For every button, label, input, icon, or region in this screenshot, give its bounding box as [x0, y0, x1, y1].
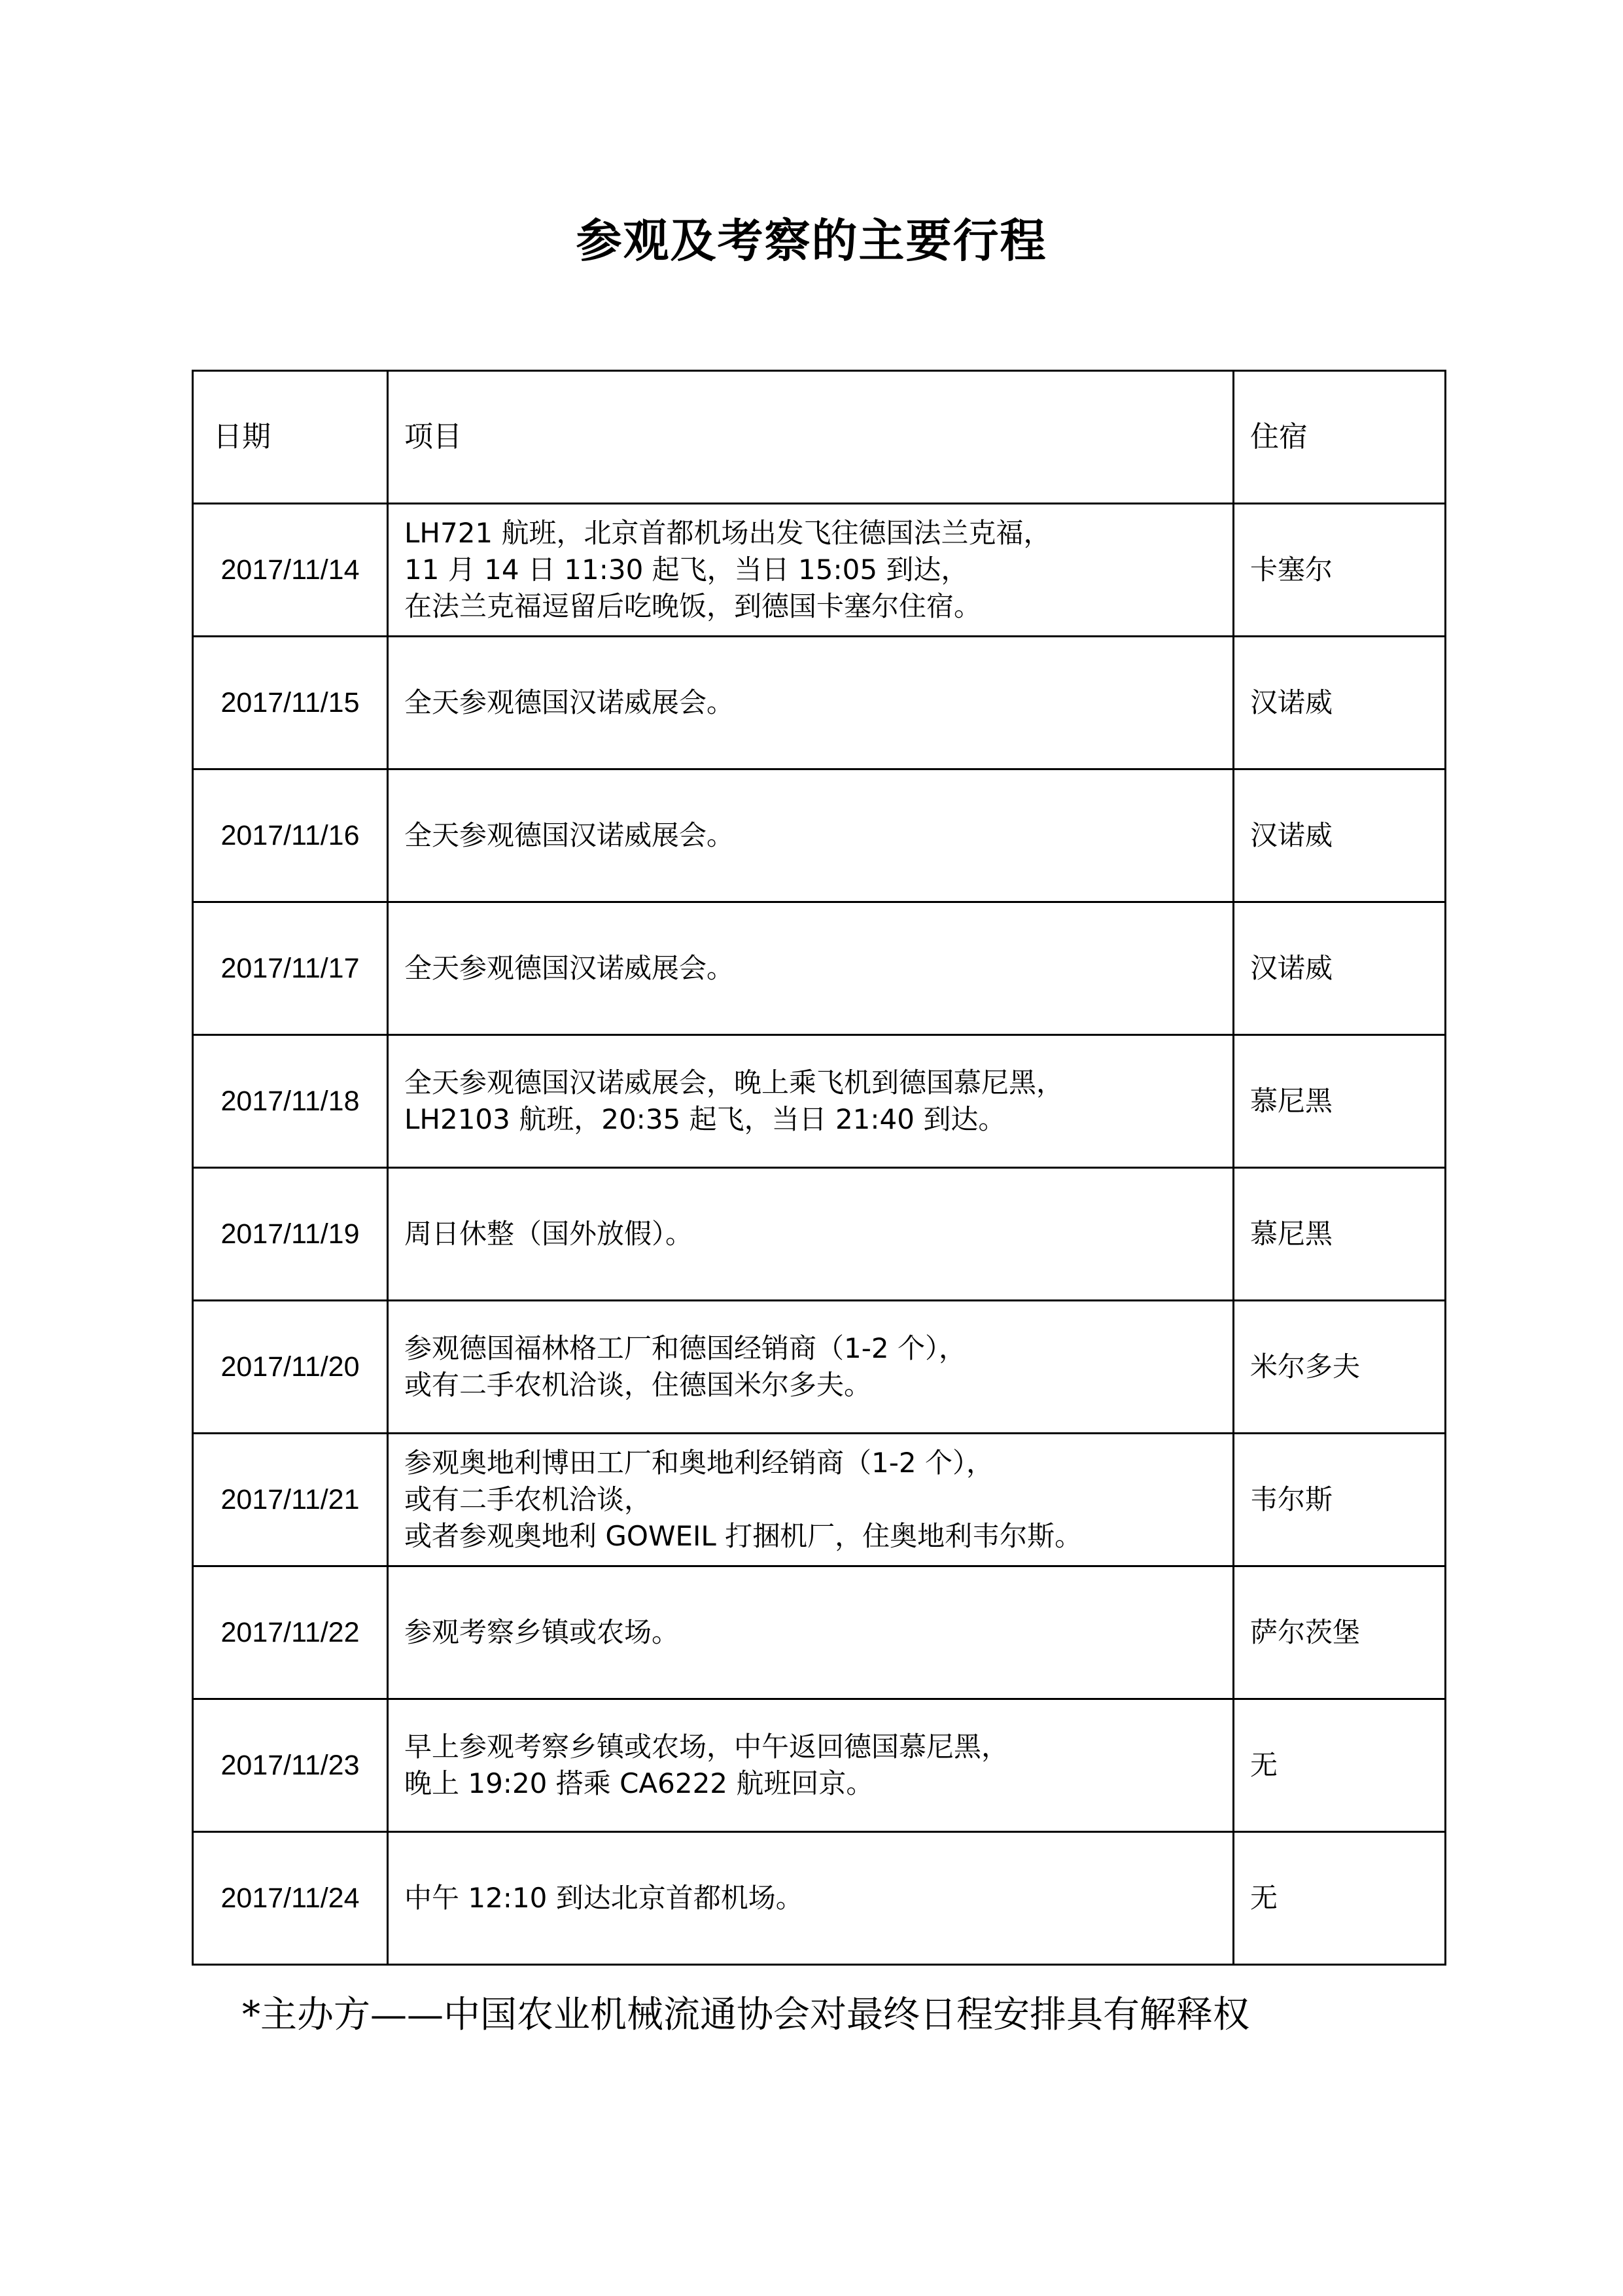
item-line: 全天参观德国汉诺威展会，晚上乘飞机到德国慕尼黑， — [404, 1067, 1064, 1099]
row-date: 2017/11/14 — [193, 504, 388, 637]
row-item — [388, 1566, 1234, 1699]
row-item — [388, 1832, 1234, 1965]
row-lodging: 米尔多夫 — [1234, 1301, 1446, 1434]
item-line: 或有二手农机洽谈，住德国米尔多夫。 — [404, 1369, 872, 1401]
row-date: 2017/11/21 — [193, 1434, 388, 1566]
table-row — [193, 1832, 1446, 1965]
item-line: 早上参观考察乡镇或农场，中午返回德国慕尼黑， — [404, 1731, 1009, 1763]
table-row — [193, 1301, 1446, 1434]
table-row — [193, 637, 1446, 769]
row-lodging: 慕尼黑 — [1234, 1035, 1446, 1168]
row-date: 2017/11/15 — [193, 637, 388, 769]
item-line: 11 月 14 日 11:30 起飞，当日 15:05 到达， — [404, 554, 969, 586]
header-lodging: 住宿 — [1234, 371, 1446, 504]
table-row — [193, 1434, 1446, 1566]
table-header-row — [193, 371, 1446, 504]
header-item: 项目 — [388, 371, 1234, 504]
row-item — [388, 769, 1234, 902]
row-lodging: 汉诺威 — [1234, 769, 1446, 902]
table-row — [193, 1566, 1446, 1699]
item-line: 全天参观德国汉诺威展会。 — [404, 952, 735, 984]
row-lodging: 萨尔茨堡 — [1234, 1566, 1446, 1699]
item-line: 全天参观德国汉诺威展会。 — [404, 819, 735, 851]
row-item — [388, 504, 1234, 637]
item-line: 或者参观奥地利 GOWEIL 打捆机厂，住奥地利韦尔斯。 — [404, 1520, 1083, 1552]
item-line: 参观考察乡镇或农场。 — [404, 1616, 680, 1648]
row-item — [388, 1301, 1234, 1434]
row-lodging: 汉诺威 — [1234, 902, 1446, 1035]
row-date: 2017/11/22 — [193, 1566, 388, 1699]
table-row — [193, 902, 1446, 1035]
footnote: *主办方——中国农业机械流通协会对最终日程安排具有解释权 — [242, 1994, 1249, 2036]
table-row — [193, 504, 1446, 637]
row-date: 2017/11/20 — [193, 1301, 388, 1434]
row-date: 2017/11/16 — [193, 769, 388, 902]
item-line: LH721 航班，北京首都机场出发飞往德国法兰克福， — [404, 517, 1051, 549]
table-row — [193, 769, 1446, 902]
item-line: 在法兰克福逗留后吃晚饭，到德国卡塞尔住宿。 — [404, 590, 982, 622]
row-item — [388, 902, 1234, 1035]
row-lodging: 卡塞尔 — [1234, 504, 1446, 637]
table-row — [193, 1168, 1446, 1301]
row-lodging: 韦尔斯 — [1234, 1434, 1446, 1566]
row-item — [388, 1035, 1234, 1168]
table-row — [193, 1035, 1446, 1168]
row-lodging: 慕尼黑 — [1234, 1168, 1446, 1301]
row-item — [388, 1168, 1234, 1301]
row-lodging: 无 — [1234, 1832, 1446, 1965]
item-line: 或有二手农机洽谈， — [404, 1483, 652, 1515]
row-item — [388, 637, 1234, 769]
row-item — [388, 1434, 1234, 1566]
item-line: LH2103 航班，20:35 起飞，当日 21:40 到达。 — [404, 1103, 1006, 1135]
item-line: 参观奥地利博田工厂和奥地利经销商（1-2 个）， — [404, 1447, 994, 1479]
item-line: 参观德国福林格工厂和德国经销商（1-2 个）， — [404, 1332, 966, 1364]
row-item — [388, 1699, 1234, 1832]
row-date: 2017/11/24 — [193, 1832, 388, 1965]
row-date: 2017/11/23 — [193, 1699, 388, 1832]
table-row — [193, 1699, 1446, 1832]
row-date: 2017/11/19 — [193, 1168, 388, 1301]
item-line: 周日休整（国外放假）。 — [404, 1218, 693, 1250]
page-title: 参观及考察的主要行程 — [576, 214, 1047, 268]
header-date: 日期 — [193, 371, 388, 504]
item-line: 晚上 19:20 搭乘 CA6222 航班回京。 — [404, 1767, 874, 1799]
row-date: 2017/11/18 — [193, 1035, 388, 1168]
item-line: 中午 12:10 到达北京首都机场。 — [404, 1882, 803, 1914]
itinerary-table — [192, 370, 1446, 1966]
row-lodging: 汉诺威 — [1234, 637, 1446, 769]
row-lodging: 无 — [1234, 1699, 1446, 1832]
row-date: 2017/11/17 — [193, 902, 388, 1035]
item-line: 全天参观德国汉诺威展会。 — [404, 686, 735, 718]
